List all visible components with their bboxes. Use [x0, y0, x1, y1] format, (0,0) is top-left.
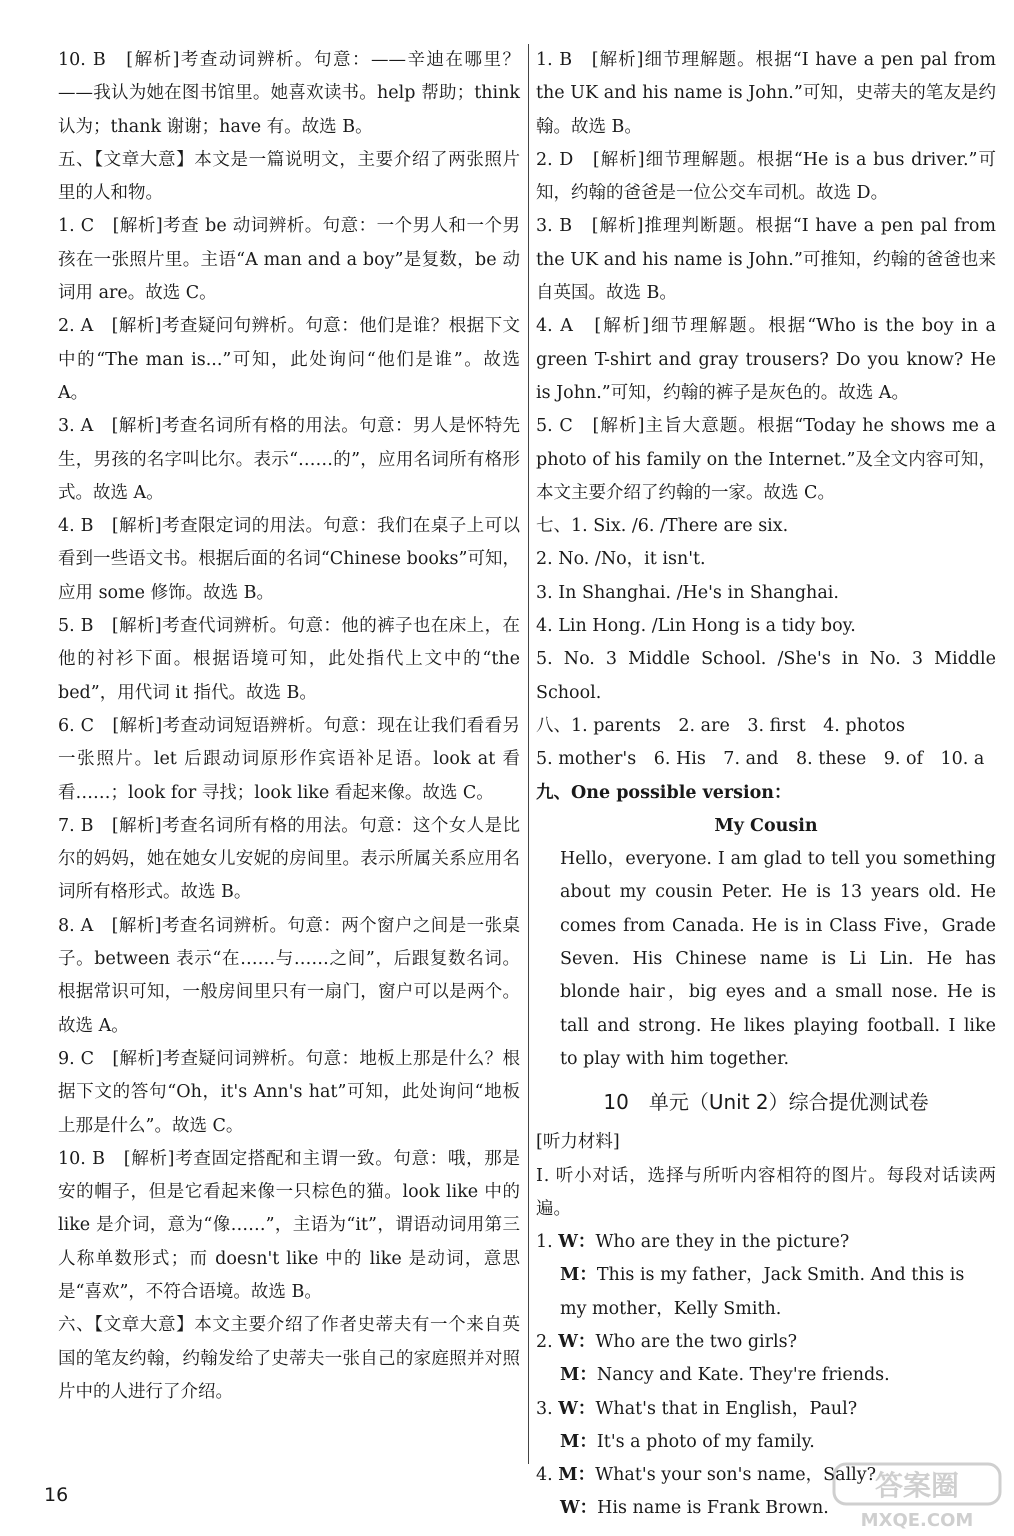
fill-answer: 5. mother's 6. His 7. and 8. these 9. of 10. a	[536, 749, 985, 770]
short-answer: 2. No. /No，it isn't.	[536, 549, 706, 570]
short-answer: 3. In Shanghai. /He's in Shanghai.	[536, 582, 839, 603]
answer-paragraph: 2. A [解析]考查疑问句辨析。句意：他们是谁？根据下文中的“The man is...”可知，此处询问“他们是谁”。故选 A。	[58, 316, 520, 403]
dialogue-number: 2.	[536, 1331, 553, 1352]
answer-paragraph: 9. C [解析]考查疑问词辨析。句意：地板上那是什么？根据下文的答句“Oh，it's Ann's hat”可知，此处询问“地板上那是什么”。故选 C。	[58, 1048, 520, 1136]
watermark-top-text: 答案圈	[874, 1469, 960, 1502]
answer-paragraph: 5. B [解析]考查代词辨析。句意：他的裤子也在床上，在他的衬衫下面。根据语境可知，此处指代上文中的“the bed”，用代词 it 指代。故选 B。	[58, 616, 520, 703]
short-answer: 5. No. 3 Middle School. /She's in No. 3 Middle School.	[536, 649, 996, 703]
speaker-label: M：	[558, 1465, 596, 1486]
speaker-label: W：	[558, 1232, 596, 1253]
left-column	[58, 44, 520, 1409]
answer-paragraph: 1. C [解析]考查 be 动词辨析。句意：一个男人和一个男孩在一张照片里。主语“A man and a boy”是复数，be 动词用 are。故选 C。	[58, 216, 520, 304]
dialogue-line: His name is Frank Brown.	[597, 1498, 829, 1519]
watermark-bottom-text: MXQE.COM	[860, 1510, 974, 1530]
listening-instruction: Ⅰ. 听小对话，选择与所听内容相符的图片。每段对话读两遍。	[536, 1165, 996, 1219]
page-number: 16	[44, 1484, 69, 1506]
short-answer: 七、1. Six. /6. /There are six.	[536, 516, 789, 537]
column-divider	[528, 44, 529, 1464]
section-summary: 六、【文章大意】本文主要介绍了作者史蒂夫有一个来自英国的笔友约翰，约翰发给了史蒂夫一张自己的家庭照并对照片中的人进行了介绍。	[58, 1315, 520, 1402]
answer-paragraph: 7. B [解析]考查名词所有格的用法。句意：这个女人是比尔的妈妈，她在她女儿安妮的房间里。表示所属关系应用名词所有格形式。故选 B。	[58, 815, 520, 903]
dialogue-line: It's a photo of my family.	[596, 1431, 815, 1452]
speaker-label: W：	[558, 1331, 596, 1352]
section-summary: 五、【文章大意】本文是一篇说明文，主要介绍了两张照片里的人和物。	[58, 149, 520, 204]
answer-paragraph: 2. D [解析]细节理解题。根据“He is a bus driver.”可知，约翰的爸爸是一位公交车司机。故选 D。	[536, 149, 996, 204]
fill-answer: 八、1. parents 2. are 3. first 4. photos	[536, 715, 905, 736]
speaker-label: M：	[560, 1431, 597, 1452]
dialogue-number: 1.	[536, 1232, 553, 1253]
dialogue-line: This is my father，Jack Smith. And this is my mother，Kelly Smith.	[560, 1265, 965, 1319]
right-column	[536, 44, 996, 1526]
answer-paragraph: 8. A [解析]考查名词辨析。句意：两个窗户之间是一张桌子。between 表示“在……与……之间”，后跟复数名词。根据常识可知，一般房间里只有一扇门，窗户可以是两个。故选 A。	[58, 915, 520, 1036]
answer-paragraph: 4. B [解析]考查限定词的用法。句意：我们在桌子上可以看到一些语文书。根据后面的名词“Chinese books”可知，应用 some 修饰。故选 B。	[58, 516, 520, 603]
essay-title: My Cousin	[714, 815, 818, 836]
dialogue-line: Who are they in the picture?	[595, 1232, 850, 1253]
speaker-label: W：	[558, 1398, 596, 1419]
listening-label: [听力材料]	[536, 1132, 620, 1153]
answer-paragraph: 10. B [解析]考查动词辨析。句意：——辛迪在哪里？——我认为她在图书馆里。她喜欢读书。help 帮助；think 认为；thank 谢谢；have 有。故选 B。	[58, 50, 520, 137]
dialogue	[536, 1326, 996, 1393]
speaker-label: M：	[560, 1265, 597, 1286]
dialogue-number: 3.	[536, 1398, 553, 1419]
dialogue	[536, 1393, 996, 1460]
watermark-logo	[832, 1462, 1002, 1530]
dialogue-line: Nancy and Kate. They're friends.	[596, 1365, 890, 1386]
answer-paragraph: 3. A [解析]考查名词所有格的用法。句意：男人是怀特先生，男孩的名字叫比尔。表示“……的”，应用名词所有格形式。故选 A。	[58, 416, 520, 503]
essay-heading: 九、One possible version：	[536, 782, 792, 803]
dialogue-line: What's that in English，Paul?	[595, 1398, 858, 1419]
watermark-logo-icon	[832, 1462, 1002, 1530]
short-answer: 4. Lin Hong. /Lin Hong is a tidy boy.	[536, 616, 856, 637]
dialogue	[536, 1226, 996, 1326]
answer-paragraph: 4. A [解析]细节理解题。根据“Who is the boy in a green T-shirt and gray trousers? Do you know? He is John.”可知，约翰的裤子是灰色的。故选 A。	[536, 316, 996, 403]
answer-paragraph: 6. C [解析]考查动词短语辨析。句意：现在让我们看看另一张照片。let 后跟动词原形作宾语补足语。look at 看看……；look for 寻找；look like 看起来像。故选 C。	[58, 715, 520, 803]
answer-paragraph: 10. B [解析]考查固定搭配和主谓一致。句意：哦，那是安的帽子，但是它看起来像一只棕色的猫。look like 中的 like 是介词，意为“像……”，主语为“it”，谓语动词用第三人称单数形式；而 doesn't like 中的 like 是动词，意思是“喜欢”，不符合语境。故选 B。	[58, 1148, 520, 1302]
speaker-label: W：	[560, 1498, 598, 1519]
answer-paragraph: 5. C [解析]主旨大意题。根据“Today he shows me a photo of his family on the Internet.”及全文内容可知，本文主要介绍了约翰的一家。故选 C。	[536, 416, 996, 503]
dialogue-number: 4.	[536, 1465, 553, 1486]
test-section-title: 10 单元（Unit 2）综合提优测试卷	[603, 1090, 929, 1115]
answer-paragraph: 1. B [解析]细节理解题。根据“I have a pen pal from the UK and his name is John.”可知，史蒂夫的笔友是约翰。故选 B。	[536, 50, 996, 137]
speaker-label: M：	[560, 1365, 597, 1386]
dialogue-line: What's your son's name，Sally?	[595, 1465, 877, 1486]
dialogue-line: Who are the two girls?	[595, 1331, 797, 1352]
answer-paragraph: 3. B [解析]推理判断题。根据“I have a pen pal from the UK and his name is John.”可推知，约翰的爸爸也来自英国。故选 B。	[536, 216, 996, 304]
essay-body: Hello，everyone. I am glad to tell you something about my cousin Peter. He is 13 years old. He comes from Canada. He is in Class Five，Grade Seven. His Chinese name is Li Lin. He has blonde hair，big eyes and a small nose. He is tall and strong. He likes playing football. I like to play with him together.	[560, 849, 996, 1069]
